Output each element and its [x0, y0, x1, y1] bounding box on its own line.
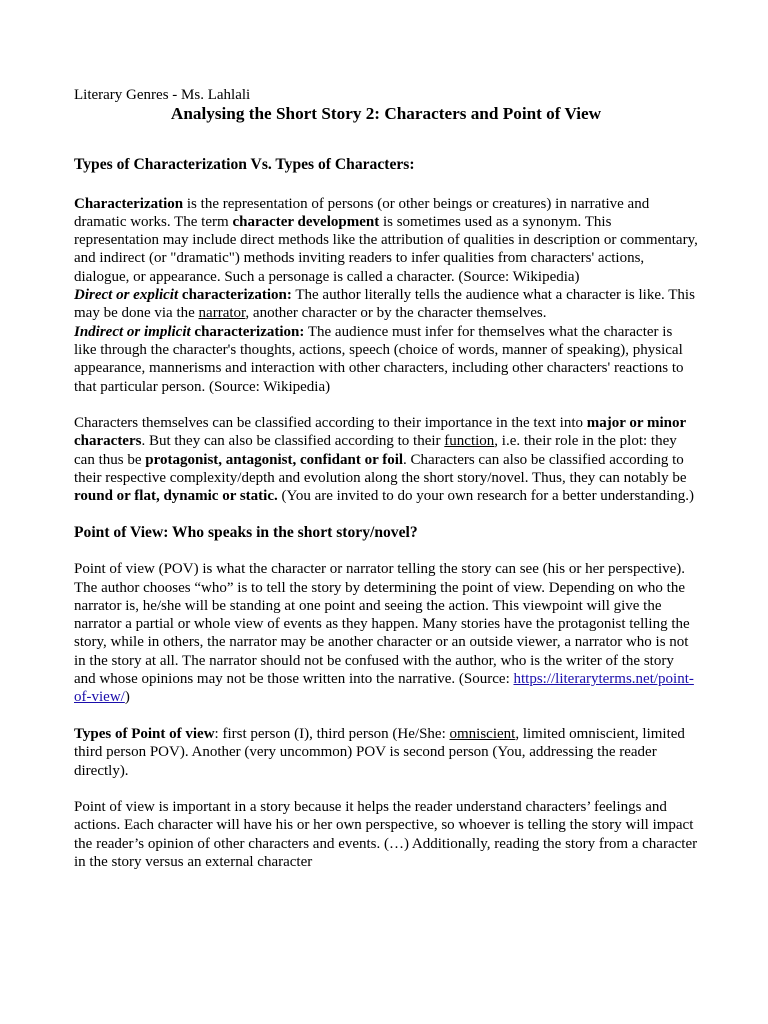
- paragraph-gap: [74, 780, 698, 798]
- paragraph-pov-types: [74, 725, 698, 780]
- term-direct-suffix: characterization:: [178, 287, 292, 304]
- term-indirect: [74, 324, 191, 340]
- term-function: function: [444, 433, 495, 450]
- text-span: , limited omniscient, limited third person POV). Another (very uncommon) POV is second person (You, addressing the reader directly).: [74, 725, 685, 779]
- text-span: , i.e. their role in the plot: they can thus be: [74, 433, 677, 468]
- text-span: is sometimes used as a synonym. This representation may include direct methods like the attribution of qualities in description or commentary, and indirect (or "dramatic") methods inviting readers to infer qualities from characters' actions, dialogue, or appearance. Such a personage is called a character. (Source: Wikipedia): [74, 213, 698, 285]
- term-omniscient: omniscient: [449, 725, 516, 742]
- document-page: [74, 86, 698, 871]
- text-span: (You are invited to do your own research for a better understanding.): [277, 488, 695, 505]
- paragraph-character-types: [74, 414, 698, 505]
- course-header: Literary Genres - Ms. Lahlali: [74, 87, 251, 103]
- text-span: The audience must infer for themselves what the character is like through the character's thoughts, actions, speech (choice of words, manner of speaking), physical appearance, mannerisms and interaction with other characters, including other characters' reactions to that particular person. (Source: Wikipedia): [74, 323, 684, 395]
- paragraph-characterization-definition: [74, 195, 698, 286]
- term-major-minor: major or minor characters: [74, 415, 686, 450]
- term-roles: protagonist, antagonist, confidant or foil: [145, 451, 404, 468]
- text-span: : first person (I), third person (He/She:: [214, 725, 450, 742]
- term-types-of-pov: Types of Point of view: [74, 725, 215, 742]
- text-span: Characters themselves can be classified according to their importance in the text into: [74, 415, 587, 432]
- paragraph-indirect-characterization: [74, 323, 698, 396]
- term-indirect-suffix: characterization:: [190, 323, 305, 340]
- text-span: Point of view (POV) is what the character or narrator telling the story can see (his or her perspective). The author chooses “who” is to tell the story by determining the point of view. Depending on who the narrator is, he/she will be standing at one point and seeing the action. This viewpoint will give the narrator a partial or whole view of events as they happen. Many stories have the protagonist telling the story, while in others, the narrator may be another character or an outside viewer, a narrator who is not in the story at all. The narrator should not be confused with the author, who is the writer of the story and whose opinions may not be those written into the narrative. (Source:: [74, 561, 690, 688]
- text-span: . Characters can also be classified according to their respective complexity/depth and evolution along the short story/novel. Thus, they can notably be: [74, 451, 687, 487]
- paragraph-direct-characterization: [74, 286, 698, 323]
- term-character-development: character development: [232, 213, 380, 230]
- text-span: . But they can also be classified according to their: [141, 433, 445, 450]
- text-span: The author literally tells the audience what a character is like. This may be done via the: [74, 287, 695, 322]
- term-round-flat: round or flat, dynamic or static.: [74, 488, 278, 505]
- paragraph-gap: [74, 396, 698, 414]
- paragraph-gap: [74, 506, 698, 524]
- term-characterization: Characterization: [74, 195, 184, 212]
- term-narrator: narrator: [198, 305, 246, 322]
- term-direct-italic: Direct or explicit: [74, 287, 179, 304]
- document-title: Analysing the Short Story 2: Characters and Point of View: [170, 104, 602, 124]
- text-span: is the representation of persons (or other beings or creatures) in narrative and dramatic works. The term: [74, 195, 650, 230]
- term-indirect-italic: Indirect or implicit: [74, 323, 191, 340]
- paragraph-gap: [74, 707, 698, 725]
- term-direct: [74, 287, 178, 303]
- paragraph-pov-importance: Point of view is important in a story because it helps the reader understand characters’ feelings and actions. Each character will have his or her own perspective, so whoever is telling the story will impact the reader’s opinion of other characters and events. (…) Additionally, reading the story from a character in the story versus an external character: [74, 799, 698, 870]
- paragraph-pov-definition: [74, 560, 698, 706]
- section-heading-characterization: Types of Characterization Vs. Types of Characters:: [74, 156, 415, 174]
- section-heading-point-of-view: Point of View: Who speaks in the short story/novel?: [74, 523, 418, 541]
- source-link[interactable]: https://literaryterms.net/point-of-view/: [74, 671, 694, 706]
- text-span: ): [124, 689, 130, 706]
- text-span: , another character or by the character themselves.: [245, 305, 547, 322]
